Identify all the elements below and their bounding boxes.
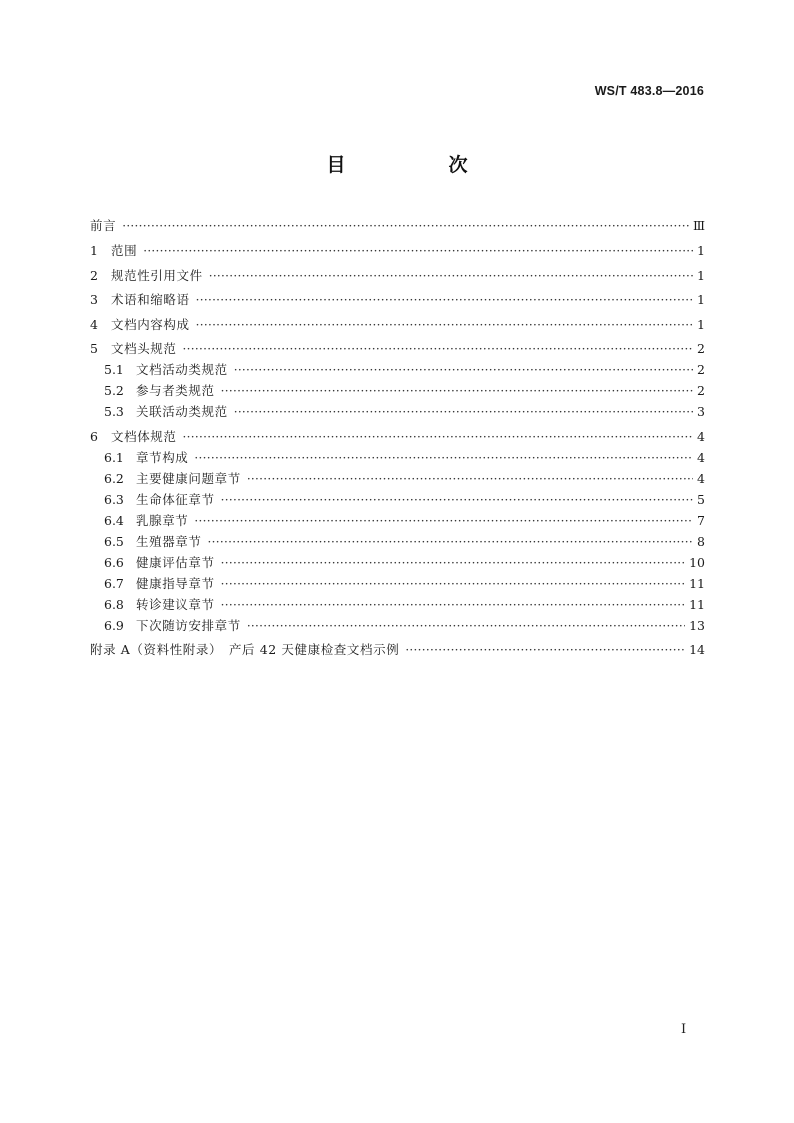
- toc-entry[interactable]: [104, 533, 705, 551]
- toc-entry[interactable]: [104, 449, 705, 467]
- toc-dot-leader: [234, 403, 693, 421]
- toc-entry[interactable]: [104, 403, 705, 421]
- toc-entry-label: 生殖器章节: [136, 534, 202, 549]
- toc-entry-page: 10: [689, 555, 705, 570]
- toc-entry[interactable]: [90, 267, 705, 285]
- toc-dot-leader: [247, 470, 693, 488]
- toc-entry-page: 2: [697, 362, 705, 377]
- toc-entry-number: 6.3: [104, 492, 124, 507]
- toc-entry[interactable]: [104, 382, 705, 400]
- toc-dot-leader: [221, 491, 693, 509]
- toc-entry[interactable]: [90, 428, 705, 446]
- toc-entry-page: 1: [697, 317, 705, 332]
- toc-entry[interactable]: [90, 217, 705, 235]
- toc-entry-number: 6.1: [104, 450, 124, 465]
- toc-entry-number: 6.8: [104, 597, 124, 612]
- toc-entry-number: 6.7: [104, 576, 124, 591]
- toc-entry[interactable]: [90, 340, 705, 358]
- toc-entry-page: 4: [697, 450, 705, 465]
- toc-entry-number: 3: [90, 292, 98, 307]
- toc-dot-leader: [122, 217, 689, 235]
- toc-dot-leader: [196, 316, 693, 334]
- toc-entry-page: 11: [689, 597, 705, 612]
- toc-entry-label: 附录 A（资料性附录） 产后 42 天健康检查文档示例: [90, 642, 400, 657]
- toc-dot-leader: [194, 512, 693, 530]
- toc-entry-label: 健康评估章节: [136, 555, 215, 570]
- toc-entry-label: 生命体征章节: [136, 492, 215, 507]
- toc-entry-label: 转诊建议章节: [136, 597, 215, 612]
- toc-entry-label: 乳腺章节: [136, 513, 189, 528]
- toc-entry-page: Ⅲ: [692, 218, 705, 233]
- toc-entry[interactable]: [90, 316, 705, 334]
- toc-entry-number: 1: [90, 243, 98, 258]
- toc-dot-leader: [247, 617, 685, 635]
- toc-entry[interactable]: [90, 641, 705, 659]
- toc-dot-leader: [221, 575, 685, 593]
- toc-entry-page: 7: [697, 513, 705, 528]
- toc-dot-leader: [221, 596, 685, 614]
- toc-entry-page: 1: [697, 243, 705, 258]
- toc-entry-label: 参与者类规范: [136, 383, 215, 398]
- toc-entry-page: 2: [697, 341, 705, 356]
- toc-entry-label: 主要健康问题章节: [136, 471, 241, 486]
- toc-entry[interactable]: [104, 554, 705, 572]
- toc-dot-leader: [143, 242, 693, 260]
- toc-entry-page: 1: [697, 268, 705, 283]
- toc-entry[interactable]: [104, 361, 705, 379]
- toc-entry-number: 6.6: [104, 555, 124, 570]
- toc-dot-leader: [221, 382, 693, 400]
- toc-entry-page: 14: [689, 642, 705, 657]
- toc-entry-number: 5.1: [104, 362, 124, 377]
- toc-entry-label: 章节构成: [136, 450, 189, 465]
- toc-entry-label: 下次随访安排章节: [136, 618, 241, 633]
- toc-entry-label: 术语和缩略语: [111, 292, 190, 307]
- toc-entry-page: 4: [697, 429, 705, 444]
- page-number: Ⅰ: [681, 1022, 687, 1037]
- toc-dot-leader: [194, 449, 693, 467]
- toc-dot-leader: [208, 533, 693, 551]
- toc-dot-leader: [405, 641, 685, 659]
- toc-entry-number: 5.2: [104, 383, 124, 398]
- toc-entry-page: 8: [697, 534, 705, 549]
- toc-entry-number: 5.3: [104, 404, 124, 419]
- toc-entry-number: 2: [90, 268, 98, 283]
- toc-entry-number: 6: [90, 429, 98, 444]
- toc-entry-page: 1: [697, 292, 705, 307]
- toc-entry[interactable]: [104, 470, 705, 488]
- toc-entry-label: 关联活动类规范: [136, 404, 228, 419]
- toc-entry[interactable]: [104, 617, 705, 635]
- toc-entry-page: 5: [697, 492, 705, 507]
- toc-entry-label: 前言: [90, 218, 117, 233]
- toc-entry-page: 4: [697, 471, 705, 486]
- toc-entry-label: 文档活动类规范: [136, 362, 228, 377]
- toc-dot-leader: [183, 340, 693, 358]
- toc-entry-label: 健康指导章节: [136, 576, 215, 591]
- toc-entry-number: 6.9: [104, 618, 124, 633]
- toc-entry-label: 文档体规范: [111, 429, 177, 444]
- toc-entry[interactable]: [90, 291, 705, 309]
- toc-entry-number: 6.4: [104, 513, 124, 528]
- toc-dot-leader: [196, 291, 693, 309]
- toc-entry-number: 6.5: [104, 534, 124, 549]
- standard-code: WS/T 483.8—2016: [594, 84, 704, 98]
- page-title: 目 次: [326, 154, 510, 176]
- toc-dot-leader: [209, 267, 693, 285]
- toc-dot-leader: [234, 361, 693, 379]
- toc-entry-page: 3: [697, 404, 705, 419]
- toc-entry-page: 11: [689, 576, 705, 591]
- toc-entry-label: 文档头规范: [111, 341, 177, 356]
- toc-dot-leader: [183, 428, 693, 446]
- toc-entry-number: 6.2: [104, 471, 124, 486]
- toc-entry-number: 5: [90, 341, 98, 356]
- toc-entry-number: 4: [90, 317, 98, 332]
- toc-entry[interactable]: [104, 596, 705, 614]
- toc-entry[interactable]: [90, 242, 705, 260]
- toc-entry-label: 规范性引用文件: [111, 268, 203, 283]
- toc-entry-label: 文档内容构成: [111, 317, 190, 332]
- toc-entry[interactable]: [104, 575, 705, 593]
- toc-entry[interactable]: [104, 512, 705, 530]
- toc-entry-page: 13: [689, 618, 705, 633]
- toc-entry[interactable]: [104, 491, 705, 509]
- toc-entry-page: 2: [697, 383, 705, 398]
- toc-dot-leader: [221, 554, 685, 572]
- toc-entry-label: 范围: [111, 243, 138, 258]
